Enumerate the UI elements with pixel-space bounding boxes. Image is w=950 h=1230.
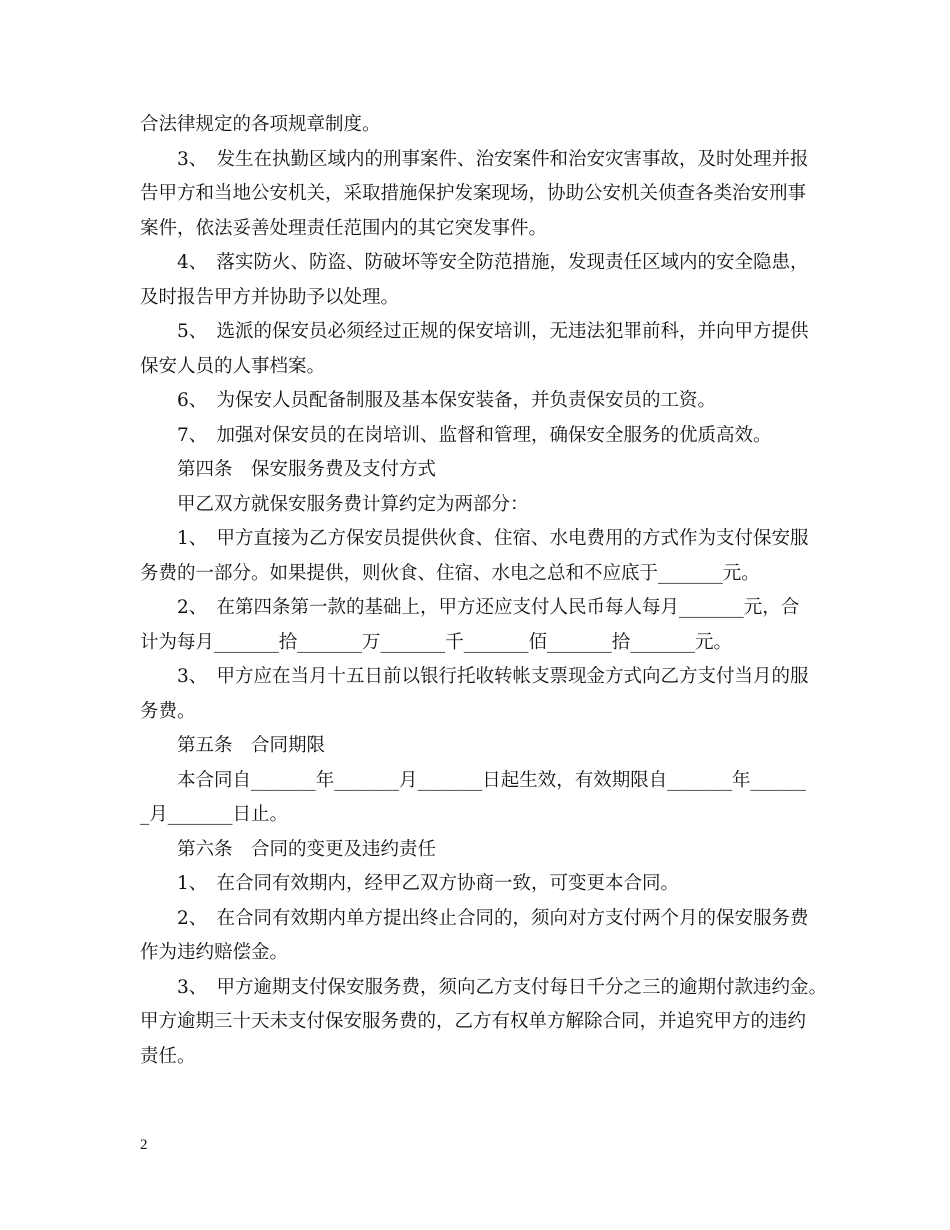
term-line-2: _月_______日止。 — [140, 804, 289, 825]
article-6-heading: 第六条 合同的变更及违约责任 — [177, 838, 437, 860]
change-item-1: 1、 在合同有效期内，经甲乙双方协商一致，可变更本合同。 — [177, 873, 680, 894]
clause-5-line-1: 5、 选派的保安员必须经过正规的保安培训，无违法犯罪前科，并向甲方提供 — [177, 321, 809, 342]
fee-item-1-line-1: 1、 甲方直接为乙方保安员提供伙食、住宿、水电费用的方式作为支付保安服 — [177, 528, 809, 549]
change-item-3-line-2: 甲方逾期三十天未支付保安服务费的，乙方有权单方解除合同，并追究甲方的违约 — [140, 1011, 807, 1032]
page-number: 2 — [140, 1137, 148, 1153]
change-item-2-line-1: 2、 在合同有效期内单方提出终止合同的，须向对方支付两个月的保安服务费 — [177, 907, 809, 929]
article-5-heading: 第五条 合同期限 — [177, 735, 326, 756]
clause-4-line-2: 及时报告甲方并协助予以处理。 — [140, 286, 400, 308]
clause-7-line: 7、 加强对保安员的在岗培训、监督和管理，确保安全服务的优质高效。 — [177, 424, 772, 446]
fee-item-3-line-1: 3、 甲方应在当月十五日前以银行托收转帐支票现金方式向乙方支付当月的服 — [177, 666, 809, 687]
clause-5-line-2: 保安人员的人事档案。 — [140, 355, 326, 377]
fee-item-2-line-2: 计为每月_______拾_______万_______千_______佰_______拾_______元。 — [140, 631, 733, 653]
article-4-intro: 甲乙双方就保安服务费计算约定为两部分： — [177, 493, 529, 515]
text-line: 合法律规定的各项规章制度。 — [140, 114, 381, 135]
fee-item-1-line-2: 务费的一部分。如果提供，则伙食、住宿、水电之总和不应底于_______元。 — [140, 562, 760, 584]
clause-3-line-2: 告甲方和当地公安机关，采取措施保护发案现场，协助公安机关侦查各类治安刑事 — [140, 183, 807, 204]
change-item-3-line-1: 3、 甲方逾期支付保安服务费，须向乙方支付每日千分之三的逾期付款违约金。 — [177, 976, 828, 998]
change-item-2-line-2: 作为违约赔偿金。 — [140, 942, 289, 963]
clause-4-line-1: 4、 落实防火、防盗、防破坏等安全防范措施，发现责任区域内的安全隐患， — [177, 252, 809, 273]
document-body — [140, 108, 828, 1074]
fee-item-2-line-1: 2、 在第四条第一款的基础上，甲方还应支付人民币每人每月_______元，合 — [177, 597, 800, 618]
article-4-heading: 第四条 保安服务费及支付方式 — [177, 459, 437, 480]
term-line-1: 本合同自_______年_______月_______日起生效，有效期限自_______年______ — [177, 769, 807, 791]
clause-3-line-3: 案件，依法妥善处理责任范围内的其它突发事件。 — [140, 217, 548, 239]
change-item-3-line-3: 责任。 — [140, 1045, 196, 1067]
clause-3-line-1: 3、 发生在执勤区域内的刑事案件、治安案件和治安灾害事故，及时处理并报 — [177, 148, 809, 170]
fee-item-3-line-2: 务费。 — [140, 700, 196, 722]
clause-6-line: 6、 为保安人员配备制服及基本保安装备，并负责保安员的工资。 — [177, 390, 717, 411]
